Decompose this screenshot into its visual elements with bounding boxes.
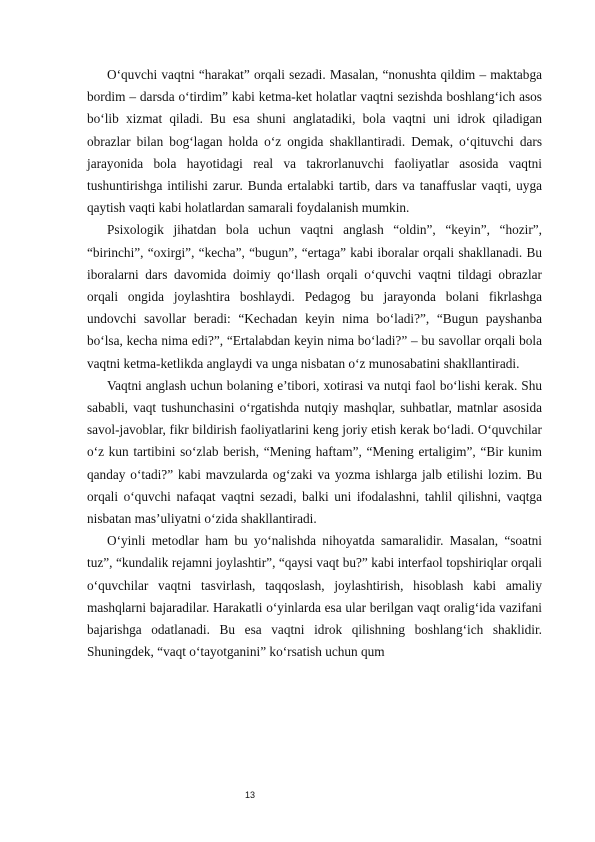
body-text (87, 64, 542, 663)
paragraph-3: Vaqtni anglash uchun bolaning e’tibori, xotirasi va nutqi faol bo‘lishi kerak. Shu sababli, vaqt tushunchasini o‘rgatishda nutqiy mashqlar, suhbatlar, matnlar asosida savol-javoblar, fikr bildirish faoliyatlarini keng joriy etish kerak bo‘ladi. O‘quvchilar o‘z kun tartibini so‘zlab berish, “Mening haftam”, “Mening ertaligim”, “Bir kunim qanday o‘tadi?” kabi mavzularda og‘zaki va yozma ishlarga jalb etilishi lozim. Bu orqali o‘quvchi nafaqat vaqtni sezadi, balki uni ifodalashni, tahlil qilishni, vaqtga nisbatan mas’uliyatni o‘zida shakllantiradi. (87, 377, 542, 527)
paragraph-1: O‘quvchi vaqtni “harakat” orqali sezadi. Masalan, “nonushta qildim – maktabga bordim – darsda o‘tirdim” kabi ketma-ket holatlar vaqtni sezishda boshlang‘ich asos bo‘lib xizmat qiladi. Bu esa shuni anglatadiki, bola vaqtni uni idrok qiladigan obrazlar bilan bog‘lagan holda o‘z ongida shakllantiradi. Demak, o‘qituvchi dars jarayonida bola hayotidagi real va takrorlanuvchi faoliyatlar asosida vaqtni tushuntirishga intilishi zarur. Bunda ertalabki tartib, dars va tanaffuslar vaqti, uyga qaytish vaqti kabi holatlardan samarali foydalanish mumkin. (87, 67, 542, 216)
paragraph-4: O‘yinli metodlar ham bu yo‘nalishda nihoyatda samaralidir. Masalan, “soatni tuz”, “kundalik rejamni joylashtir”, “qaysi vaqt bu?” kabi interfaol topshiriqlar orqali o‘quvchilar vaqtni tasvirlash, taqqoslash, joylashtirish, hisoblash kabi amaliy mashqlarni bajaradilar. Harakatli o‘yinlarda esa ular berilgan vaqt oralig‘ida vazifani bajarishga odatlanadi. Bu esa vaqtni idrok qilishning boshlang‘ich shaklidir. Shuningdek, “vaqt o‘tayotganini” ko‘rsatish uchun qum (87, 533, 542, 660)
page-number: 13 (244, 790, 255, 800)
paragraph-2: Psixologik jihatdan bola uchun vaqtni anglash “oldin”, “keyin”, “hozir”, “birinchi”, “oxirgi”, “kecha”, “bugun”, “ertaga” kabi iboralar orqali shakllanadi. Bu iboralarni dars davomida doimiy qo‘llash orqali o‘quvchi vaqtni tildagi obrazlar orqali ongida joylashtira boshlaydi. Pedagog bu jarayonda bolani fikrlashga undovchi savollar beradi: “Kechadan keyin nima bo‘ladi?”, “Bugun payshanba bo‘lsa, kecha nima edi?”, “Ertalabdan keyin nima bo‘ladi?” – bu savollar orqali bola vaqtni ketma-ketlikda anglaydi va unga nisbatan o‘z munosabatini shakllantiradi. (87, 222, 542, 371)
